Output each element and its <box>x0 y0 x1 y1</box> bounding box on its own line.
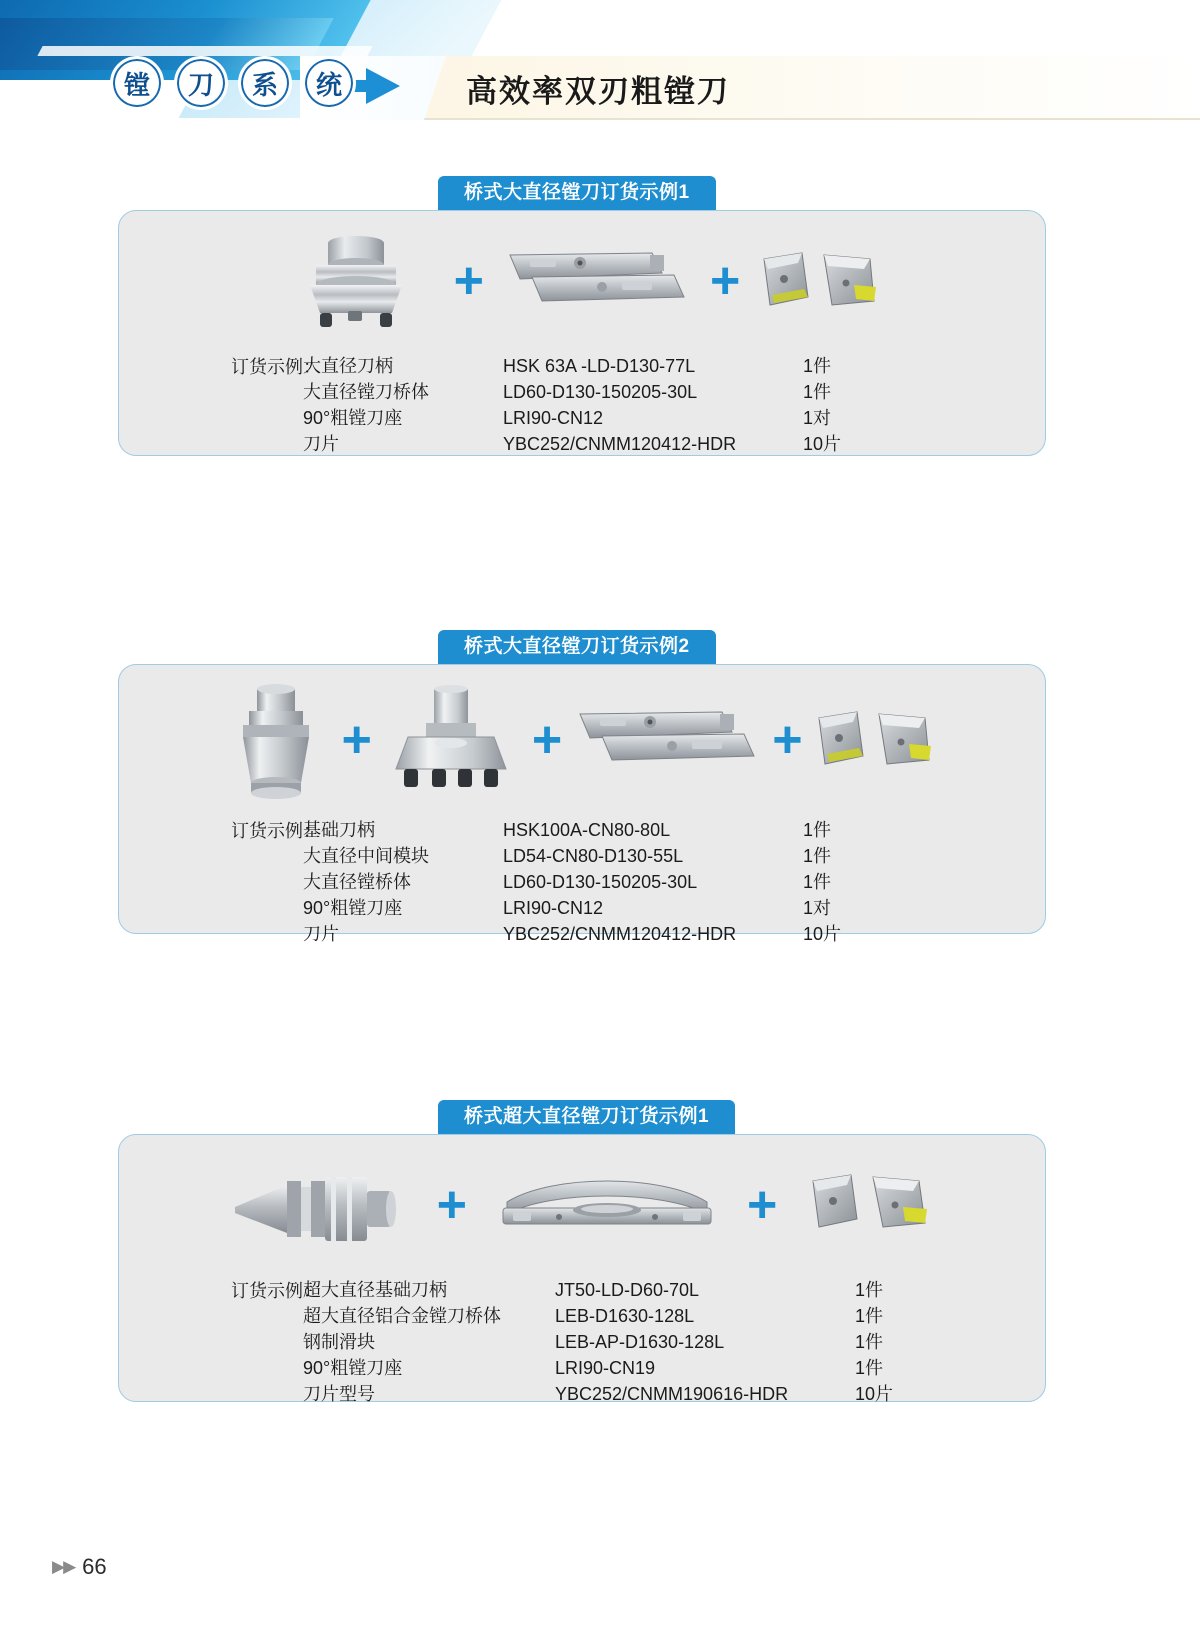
system-badge-1: 镗 <box>110 56 164 110</box>
large-diameter-holder-image <box>276 229 436 339</box>
part-code: LD54-CN80-D130-55L <box>503 846 684 866</box>
plus-icon-1: + <box>341 711 372 769</box>
double-arrow-icon: ▶▶ <box>52 1557 75 1576</box>
plus-icon-2: + <box>531 711 563 769</box>
part-name: 大直径中间模块 <box>303 846 429 866</box>
part-code: YBC252/CNMM190616-HDR <box>555 1384 789 1404</box>
part-code: LD60-D130-150205-30L <box>503 382 698 402</box>
part-name: 刀片 <box>303 434 339 454</box>
base-holder-image <box>221 683 331 803</box>
aluminium-bridge-body-image <box>497 1168 717 1248</box>
part-code: HSK 63A -LD-D130-77L <box>503 356 696 376</box>
part-code: LD60-D130-150205-30L <box>503 872 698 892</box>
spec-qty-2 <box>803 817 883 947</box>
example-block-1-tab: 桥式大直径镗刀订货示例1 <box>438 176 716 210</box>
system-badge-3: 系 <box>238 56 292 110</box>
part-name: 大直径镗刀桥体 <box>303 382 429 402</box>
part-name: 刀片型号 <box>303 1384 375 1404</box>
part-qty: 1件 <box>855 1358 884 1378</box>
system-badge-4: 统 <box>302 56 356 110</box>
example-block-3-images <box>119 1135 1045 1263</box>
part-code: HSK100A-CN80-80L <box>503 820 671 840</box>
part-qty: 1件 <box>803 872 832 892</box>
spec-codes-3 <box>555 1277 855 1407</box>
spec-codes-2 <box>503 817 803 947</box>
example-block-1-spec <box>119 339 1045 479</box>
page-footer <box>52 1554 107 1580</box>
part-code: LRI90-CN19 <box>555 1358 656 1378</box>
part-qty: 1件 <box>855 1280 884 1300</box>
part-qty: 1件 <box>803 820 832 840</box>
plus-icon-3: + <box>772 711 803 769</box>
taper-shank-holder-image <box>227 1161 407 1256</box>
spec-names-2 <box>303 817 503 947</box>
page-number: 66 <box>82 1554 107 1579</box>
part-code: JT50-LD-D60-70L <box>555 1280 700 1300</box>
plus-icon-2: + <box>747 1176 778 1234</box>
part-qty: 10片 <box>803 924 842 944</box>
part-name: 钢制滑块 <box>303 1332 375 1352</box>
example-block-2-body <box>118 664 1046 944</box>
spec-names-1 <box>303 353 503 457</box>
system-badge-2: 刀 <box>174 56 228 110</box>
example-block-2-spec <box>119 803 1045 969</box>
spec-qty-1 <box>803 353 883 457</box>
intermediate-module-image <box>382 683 522 803</box>
part-name: 90°粗镗刀座 <box>303 898 403 918</box>
part-name: 超大直径基础刀柄 <box>303 1280 447 1300</box>
example-block-1-body <box>118 210 1046 456</box>
insert-seat-pair-image <box>813 698 943 788</box>
example-block-2-images <box>119 665 1045 803</box>
page-header <box>0 0 1200 140</box>
part-name: 超大直径铝合金镗刀桥体 <box>303 1306 501 1326</box>
example-block-2-tab: 桥式大直径镗刀订货示例2 <box>438 630 716 664</box>
part-qty: 1件 <box>803 846 832 866</box>
plus-icon-1: + <box>436 1176 467 1234</box>
part-name: 刀片 <box>303 924 339 944</box>
page-title: 高效率双刃粗镗刀 <box>466 74 730 109</box>
part-name: 90°粗镗刀座 <box>303 408 403 428</box>
part-qty: 1对 <box>803 408 832 428</box>
part-code: LRI90-CN12 <box>503 408 604 428</box>
band-white-stripe <box>37 46 372 56</box>
part-qty: 10片 <box>803 434 842 454</box>
part-name: 基础刀柄 <box>303 820 375 840</box>
part-qty: 10片 <box>855 1384 894 1404</box>
boring-bridge-body-image <box>502 239 692 329</box>
part-qty: 1件 <box>855 1306 884 1326</box>
insert-seat-pair-image <box>758 239 888 329</box>
part-qty: 1对 <box>803 898 832 918</box>
spec-label-2: 订货示例： <box>231 821 321 841</box>
boring-bridge-body-image <box>572 698 762 788</box>
example-block-3-spec <box>119 1263 1045 1429</box>
part-code: YBC252/CNMM120412-HDR <box>503 434 737 454</box>
example-block-3-tab: 桥式超大直径镗刀订货示例1 <box>438 1100 735 1134</box>
part-code: LEB-AP-D1630-128L <box>555 1332 725 1352</box>
arrow-right-icon <box>366 68 400 104</box>
example-block-3-body <box>118 1134 1046 1402</box>
part-name: 90°粗镗刀座 <box>303 1358 403 1378</box>
spec-label-3: 订货示例： <box>231 1281 321 1301</box>
spec-qty-3 <box>855 1277 935 1407</box>
plus-icon-2: + <box>710 252 741 310</box>
part-qty: 1件 <box>803 356 832 376</box>
spec-names-3 <box>303 1277 555 1407</box>
spec-codes-1 <box>503 353 803 457</box>
insert-seat-pair-image <box>807 1163 937 1253</box>
part-code: YBC252/CNMM120412-HDR <box>503 924 737 944</box>
part-qty: 1件 <box>803 382 832 402</box>
part-name: 大直径刀柄 <box>303 356 393 376</box>
example-block-1-images <box>119 211 1045 339</box>
part-code: LRI90-CN12 <box>503 898 604 918</box>
part-code: LEB-D1630-128L <box>555 1306 695 1326</box>
spec-label-1: 订货示例： <box>231 357 321 377</box>
plus-icon-1: + <box>453 252 484 310</box>
part-qty: 1件 <box>855 1332 884 1352</box>
part-name: 大直径镗桥体 <box>303 872 411 892</box>
system-name-badges <box>110 56 356 110</box>
